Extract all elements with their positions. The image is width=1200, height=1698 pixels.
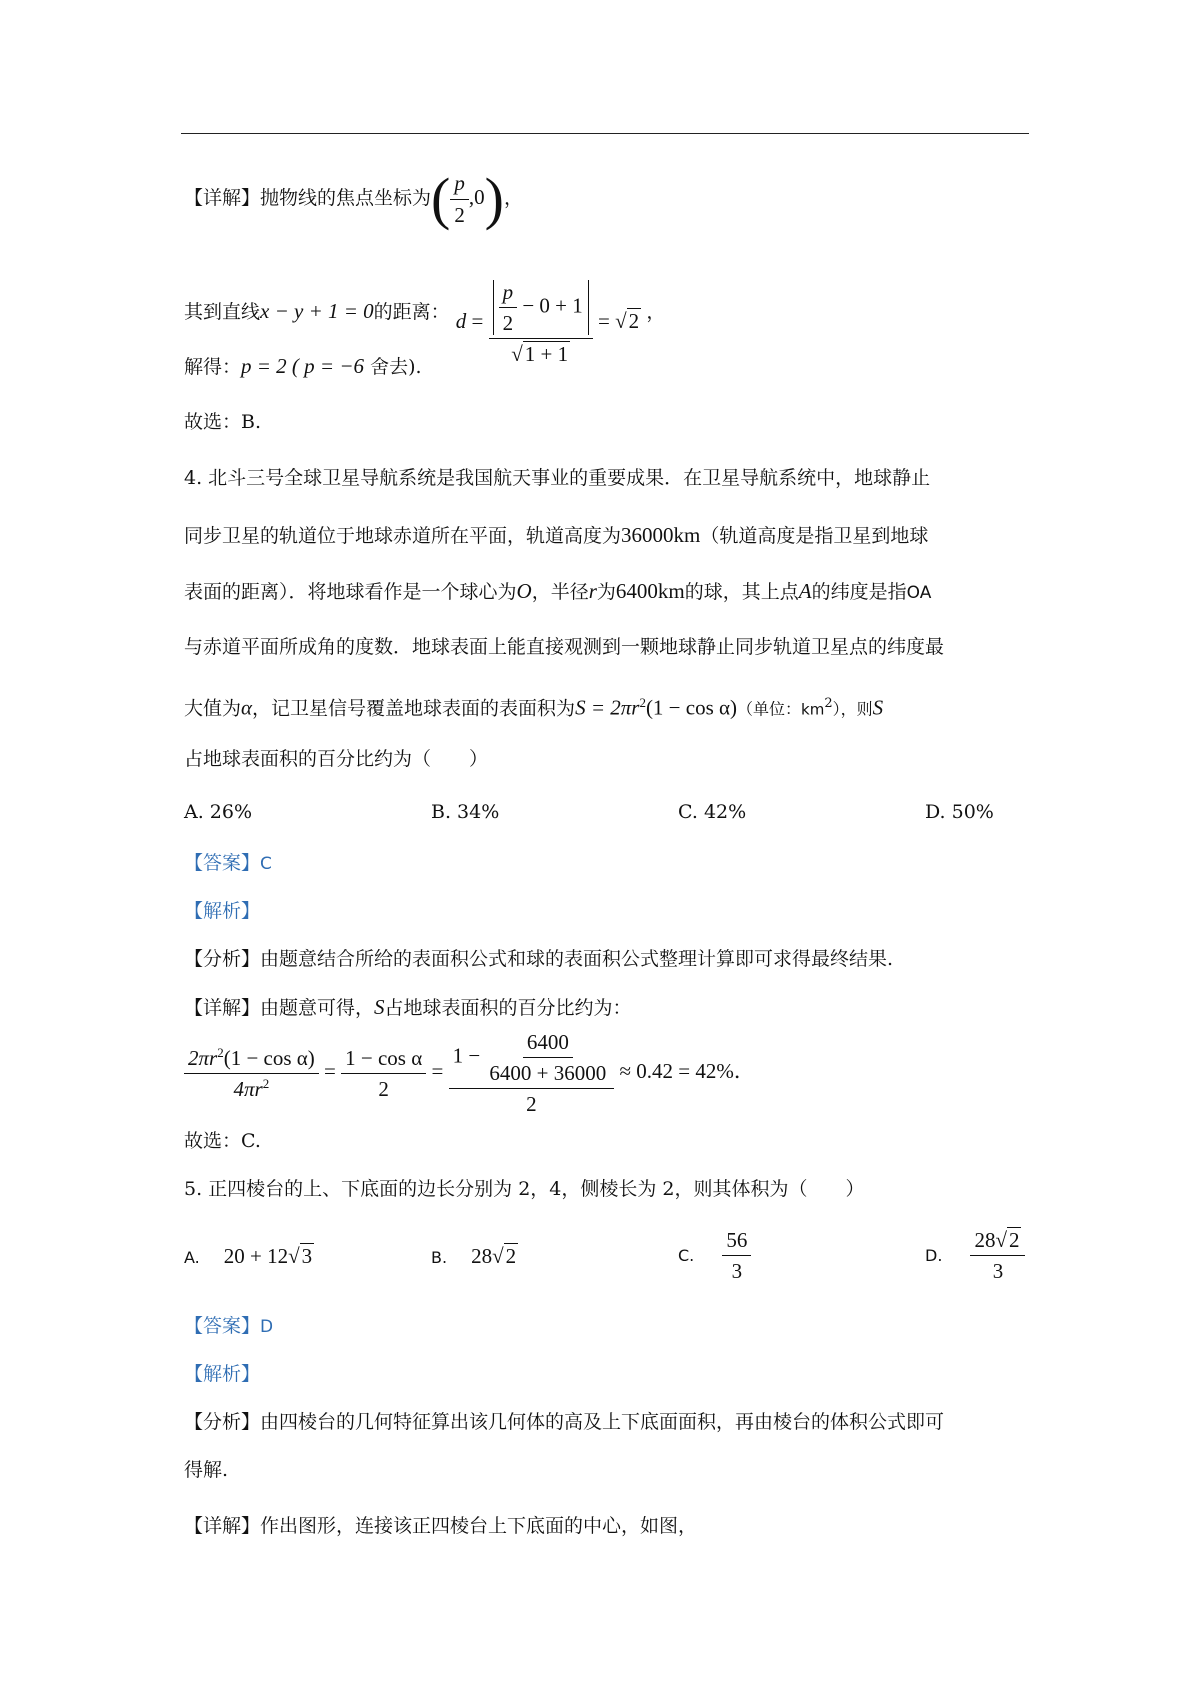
q4-line-5: 大值为α，记卫星信号覆盖地球表面的表面积为$S = 2\pi r^2(1 - \cos \alpha)$（单位：$km^2$），则S [184,695,884,720]
q5-analysis-2: 得解. [184,1459,229,1481]
q5-option-c[interactable]: C. $\frac{56}{3}$ [678,1228,751,1283]
q4-computation: $\frac{2\pi r^2(1 - \cos \alpha)}{4\pi r^2}$ = $\frac{\text{1 − cos α}}{2}$ = 1 − $\frac{6400}{6400 + 36000}$ 2 ≈ 0.42 = 42%． [184,1030,755,1116]
q5-option-b[interactable]: B. 28√2 [431,1244,517,1268]
q4-analysis: 【分析】由题意结合所给的表面积公式和球的表面积公式整理计算即可求得最终结果. [184,948,894,970]
focus-coordinate: ( $\frac{p}{2}$ ,0) [431,166,504,231]
q5-analysis-1: 【分析】由四棱台的几何特征算出该几何体的高及上下底面面积，再由棱台的体积公式即可 [184,1411,945,1433]
q4-option-d[interactable]: D. 50% [925,801,994,823]
q4-line-1: 4. 北斗三号全球卫星导航系统是我国航天事业的重要成果．在卫星导航系统中，地球静止 [184,467,931,489]
q5-analysis-label: 【解析】 [184,1363,261,1385]
q4-detail: 【详解】由题意可得，S占地球表面积的百分比约为： [184,995,632,1019]
q5-detail: 【详解】作出图形，连接该正四棱台上下底面的中心，如图， [184,1515,698,1537]
q4-option-c[interactable]: C. 42% [678,801,747,823]
q5-options [184,1228,1020,1288]
q5-line-1: 5. 正四棱台的上、下底面的边长分别为 2，4，侧棱长为 2，则其体积为（ ） [184,1178,865,1200]
q4-analysis-label: 【解析】 [184,900,261,922]
sec3-choice: 故选：B. [184,411,262,433]
distance-formula: d = $\frac{p}{2}$ − 0 + 1 √1 + 1 = √2 [455,280,640,367]
q5-option-d[interactable]: D. $\frac{28√2}{3}$ [925,1228,1025,1283]
q4-option-a[interactable]: A. 26% [184,801,253,823]
q4-line-6: 占地球表面积的百分比约为（ ） [184,748,489,770]
q4-choice: 故选：C. [184,1130,261,1152]
q4-line-4: 与赤道平面所成角的度数．地球表面上能直接观测到一颗地球静止同步轨道卫星点的纬度最 [184,636,945,658]
q4-answer: 【答案】C [184,852,272,874]
q5-answer: 【答案】D [184,1315,274,1337]
sec3-detail-line: 【详解】抛物线的焦点坐标为( $\frac{p}{2}$ ,0)， [184,166,523,231]
q4-line-3: 表面的距离）．将地球看作是一个球心为O，半径r为6400km的球，其上点A的纬度是指OA [184,579,932,603]
sec3-distance-line: 其到直线x − y + 1 = 0的距离： d = $\frac{p}{2}$ − 0 + 1 √1 + 1 = √2 ， [184,280,666,367]
line-equation: x − y + 1 = 0 [260,299,374,324]
q5-option-a[interactable]: A. 20 + 12√3 [184,1244,313,1268]
detail-label: 【详解】 [184,186,261,209]
q4-option-b[interactable]: B. 34% [431,801,500,823]
sec3-solve-line: 解得：p = 2 ( p = −6 舍去). [184,354,422,378]
q4-line-2: 同步卫星的轨道位于地球赤道所在平面，轨道高度为36000km（轨道高度是指卫星到地球 [184,523,929,547]
header-rule [181,133,1029,134]
